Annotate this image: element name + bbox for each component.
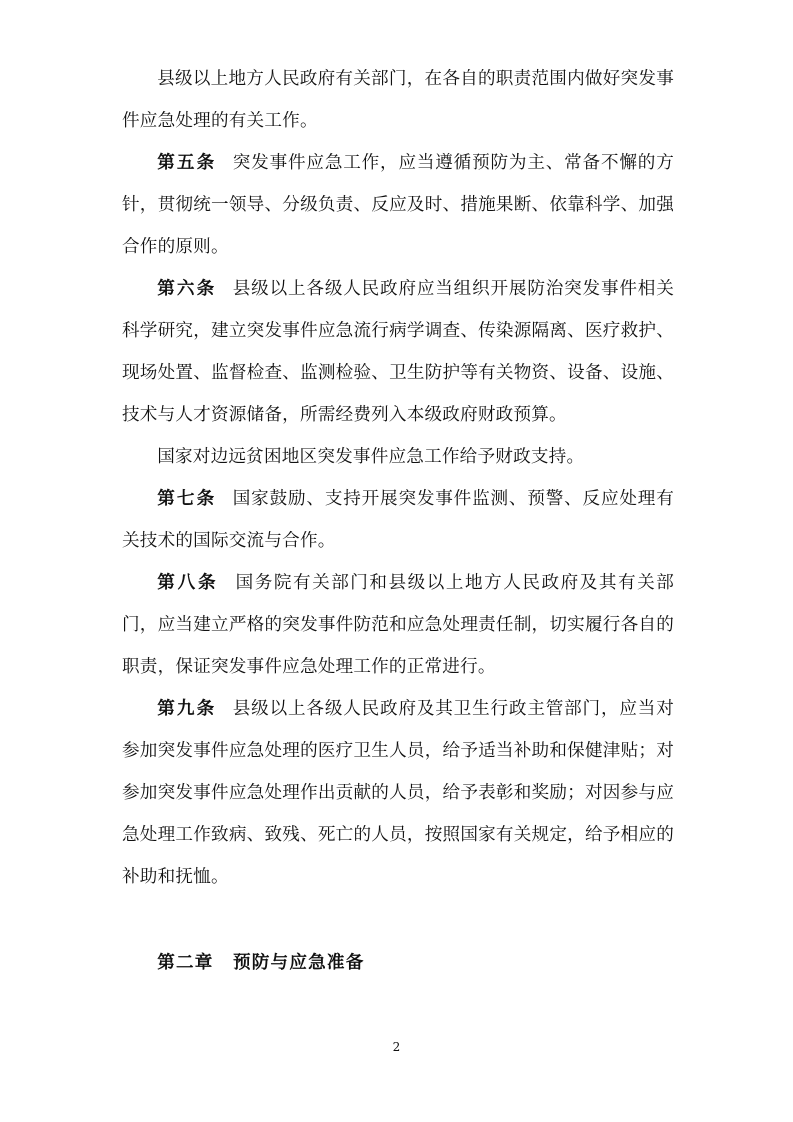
- paragraph: [122, 142, 674, 268]
- chapter-title: 预防与应急准备: [232, 952, 365, 973]
- paragraph-text: 县级以上地方人民政府有关部门，在各自的职责范围内做好突发事件应急处理的有关工作。: [122, 69, 674, 131]
- paragraph-text: 国家对边远贫困地区突发事件应急工作给予财政支持。: [157, 447, 585, 467]
- paragraph: [122, 688, 674, 898]
- paragraph: [122, 436, 674, 478]
- chapter-heading: [122, 942, 674, 984]
- paragraph-text: 国务院有关部门和县级以上地方人民政府及其有关部门，应当建立严格的突发事件防范和应急处理责任制，切实履行各自的职责，保证突发事件应急处理工作的正常进行。: [122, 573, 674, 677]
- paragraph: [122, 478, 674, 562]
- article-number: 第八条: [157, 572, 219, 593]
- paragraph-text: 突发事件应急工作，应当遵循预防为主、常备不懈的方针，贯彻统一领导、分级负责、反应及时、措施果断、依靠科学、加强合作的原则。: [122, 153, 674, 257]
- paragraph-text: 县级以上各级人民政府应当组织开展防治突发事件相关科学研究，建立突发事件应急流行病学调查、传染源隔离、医疗救护、现场处置、监督检查、监测检验、卫生防护等有关物资、设备、设施、技术与人才资源储备，所需经费列入本级政府财政预算。: [122, 279, 674, 425]
- chapter-number: 第二章: [157, 952, 214, 973]
- article-number: 第七条: [157, 488, 217, 509]
- paragraph-text: 国家鼓励、支持开展突发事件监测、预警、反应处理有关技术的国际交流与合作。: [122, 489, 674, 551]
- paragraph: [122, 58, 674, 142]
- paragraph: [122, 268, 674, 436]
- article-number: 第五条: [157, 152, 217, 173]
- paragraph-text: 县级以上各级人民政府及其卫生行政主管部门，应当对参加突发事件应急处理的医疗卫生人员，给予适当补助和保健津贴；对参加突发事件应急处理作出贡献的人员，给予表彰和奖励；对因参与应急处理工作致病、致残、死亡的人员，按照国家有关规定，给予相应的补助和抚恤。: [122, 699, 674, 887]
- document-body: [122, 58, 674, 1002]
- article-number: 第六条: [157, 278, 217, 299]
- paragraph: [122, 562, 674, 688]
- page-number: 2: [392, 1040, 401, 1054]
- article-number: 第九条: [157, 698, 217, 719]
